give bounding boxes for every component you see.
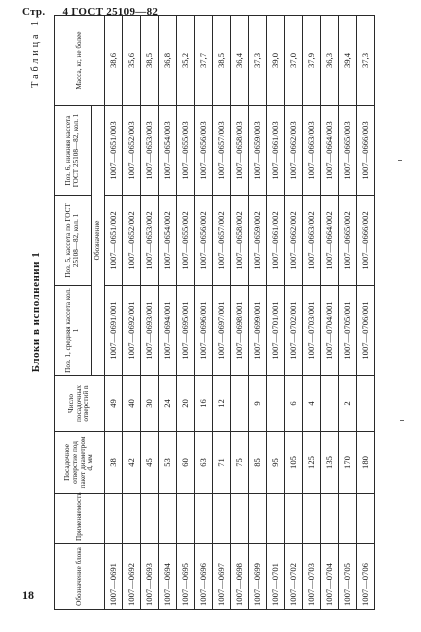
table-row [231,16,249,610]
cell-pos6: 1007—0658/003 [231,106,249,196]
cell-mass: 37,7 [195,16,213,106]
cell-code: 1007—0694 [159,544,177,610]
cell-d: 38 [105,432,123,494]
cell-pos5: 1007—0665/002 [339,196,357,286]
cell-n: 9 [249,376,267,432]
cell-mass: 39,0 [267,16,285,106]
table-row [249,16,267,610]
blocks-table [54,15,375,610]
cell-applicability [357,494,375,544]
table-row [105,16,123,610]
col-pos6: Поз. 6, нижняя кассета ГОСТ 25108—82, кол. 1 [55,106,92,196]
cell-n: 30 [141,376,159,432]
cell-code: 1007—0692 [123,544,141,610]
cell-pos6: 1007—0661/003 [267,106,285,196]
col-mass: Масса, кг, не более [55,16,105,106]
cell-mass: 36,3 [321,16,339,106]
table-row [141,16,159,610]
table-title: Блоки в исполнении 1 [30,251,42,373]
page-label: Стр. [22,6,46,18]
cell-d: 95 [267,432,285,494]
cell-n: 40 [123,376,141,432]
cell-n: 16 [195,376,213,432]
cell-applicability [159,494,177,544]
cell-code: 1007—0691 [105,544,123,610]
cell-code: 1007—0696 [195,544,213,610]
table-row [267,16,285,610]
cell-n: 12 [213,376,231,432]
cell-code: 1007—0701 [267,544,285,610]
cell-mass: 38,6 [105,16,123,106]
table-number-label: Таблица 1 [30,18,41,88]
table-row [285,16,303,610]
cell-pos5: 1007—0655/002 [177,196,195,286]
cell-n [321,376,339,432]
cell-pos6: 1007—0662/003 [285,106,303,196]
cell-n [231,376,249,432]
scan-mark [400,420,404,421]
cell-pos1: 1007—0704/001 [321,286,339,376]
cell-d: 71 [213,432,231,494]
cell-d: 125 [303,432,321,494]
cell-code: 1007—0695 [177,544,195,610]
cell-d: 75 [231,432,249,494]
cell-pos6: 1007—0652/003 [123,106,141,196]
cell-pos1: 1007—0691/001 [105,286,123,376]
cell-pos5: 1007—0653/002 [141,196,159,286]
table-row [195,16,213,610]
col-seat-hole: Посадочное отверстие под пакет диаметром d, мм [55,432,105,494]
cell-pos1: 1007—0692/001 [123,286,141,376]
cell-pos5: 1007—0664/002 [321,196,339,286]
cell-applicability [141,494,159,544]
cell-pos1: 1007—0693/001 [141,286,159,376]
cell-mass: 37,3 [357,16,375,106]
cell-mass: 36,8 [159,16,177,106]
cell-pos5: 1007—0662/002 [285,196,303,286]
table-row [213,16,231,610]
cell-applicability [321,494,339,544]
cell-pos1: 1007—0698/001 [231,286,249,376]
cell-pos1: 1007—0702/001 [285,286,303,376]
table-row [339,16,357,610]
col-pos5: Поз. 5, кассета по ГОСТ 25108—82, кол. 1 [55,196,92,286]
cell-applicability [285,494,303,544]
cell-pos1: 1007—0706/001 [357,286,375,376]
cell-code: 1007—0706 [357,544,375,610]
table-row [303,16,321,610]
cell-d: 180 [357,432,375,494]
cell-code: 1007—0698 [231,544,249,610]
cell-pos5: 1007—0658/002 [231,196,249,286]
cell-code: 1007—0693 [141,544,159,610]
cell-n: 49 [105,376,123,432]
cell-pos5: 1007—0661/002 [267,196,285,286]
cell-pos6: 1007—0651/003 [105,106,123,196]
cell-d: 85 [249,432,267,494]
cell-pos6: 1007—0664/003 [321,106,339,196]
cell-applicability [339,494,357,544]
cell-pos5: 1007—0663/002 [303,196,321,286]
cell-n: 2 [339,376,357,432]
cell-applicability [123,494,141,544]
cell-pos1: 1007—0697/001 [213,286,231,376]
col-designation: Обозначение блока [55,544,105,610]
cell-n [267,376,285,432]
cell-pos5: 1007—0654/002 [159,196,177,286]
cell-d: 45 [141,432,159,494]
cell-mass: 38,5 [213,16,231,106]
cell-pos5: 1007—0659/002 [249,196,267,286]
standard-number: 4 ГОСТ 25109—82 [62,6,159,18]
cell-mass: 36,4 [231,16,249,106]
table-row [357,16,375,610]
table-row [321,16,339,610]
cell-d: 135 [321,432,339,494]
cell-pos6: 1007—0666/003 [357,106,375,196]
cell-applicability [105,494,123,544]
cell-mass: 35,2 [177,16,195,106]
page-number: 18 [22,588,34,602]
cell-code: 1007—0704 [321,544,339,610]
table-header-row [55,16,92,610]
cell-code: 1007—0699 [249,544,267,610]
cell-d: 63 [195,432,213,494]
rotated-table-block [24,14,421,610]
cell-code: 1007—0703 [303,544,321,610]
cell-applicability [249,494,267,544]
cell-pos6: 1007—0656/003 [195,106,213,196]
cell-applicability [267,494,285,544]
cell-code: 1007—0702 [285,544,303,610]
cell-n: 6 [285,376,303,432]
cell-pos6: 1007—0659/003 [249,106,267,196]
cell-pos6: 1007—0657/003 [213,106,231,196]
cell-applicability [231,494,249,544]
cell-pos1: 1007—0695/001 [177,286,195,376]
cell-pos6: 1007—0655/003 [177,106,195,196]
table-row [177,16,195,610]
cell-n: 20 [177,376,195,432]
cell-d: 170 [339,432,357,494]
cell-pos5: 1007—0651/002 [105,196,123,286]
cell-mass: 37,0 [285,16,303,106]
col-pos1: Поз. 1, средняя кассета кол. 1 [55,286,92,376]
cell-applicability [177,494,195,544]
cell-d: 42 [123,432,141,494]
cell-mass: 38,5 [141,16,159,106]
cell-pos1: 1007—0696/001 [195,286,213,376]
cell-applicability [303,494,321,544]
cell-d: 53 [159,432,177,494]
cell-applicability [213,494,231,544]
cell-code: 1007—0705 [339,544,357,610]
scan-mark [398,160,402,161]
col-applicability: Применяемость [55,494,105,544]
cell-code: 1007—0697 [213,544,231,610]
cell-pos6: 1007—0654/003 [159,106,177,196]
cell-n [357,376,375,432]
cell-pos1: 1007—0694/001 [159,286,177,376]
cell-pos1: 1007—0705/001 [339,286,357,376]
cell-pos1: 1007—0703/001 [303,286,321,376]
cell-mass: 37,9 [303,16,321,106]
cell-n: 24 [159,376,177,432]
cell-d: 60 [177,432,195,494]
table-row [123,16,141,610]
cell-pos1: 1007—0701/001 [267,286,285,376]
cell-n: 4 [303,376,321,432]
cell-pos5: 1007—0652/002 [123,196,141,286]
cell-mass: 39,4 [339,16,357,106]
cell-pos6: 1007—0665/003 [339,106,357,196]
cell-pos1: 1007—0699/001 [249,286,267,376]
cell-mass: 37,3 [249,16,267,106]
cell-pos5: 1007—0656/002 [195,196,213,286]
cell-applicability [195,494,213,544]
cell-pos6: 1007—0663/003 [303,106,321,196]
col-hole-count: Число посадочных отверстий n [55,376,105,432]
table-row [159,16,177,610]
cell-pos5: 1007—0657/002 [213,196,231,286]
cell-pos6: 1007—0653/003 [141,106,159,196]
col-sub-designation: Обозначение [92,106,105,376]
cell-pos5: 1007—0666/002 [357,196,375,286]
cell-mass: 35,6 [123,16,141,106]
cell-d: 105 [285,432,303,494]
